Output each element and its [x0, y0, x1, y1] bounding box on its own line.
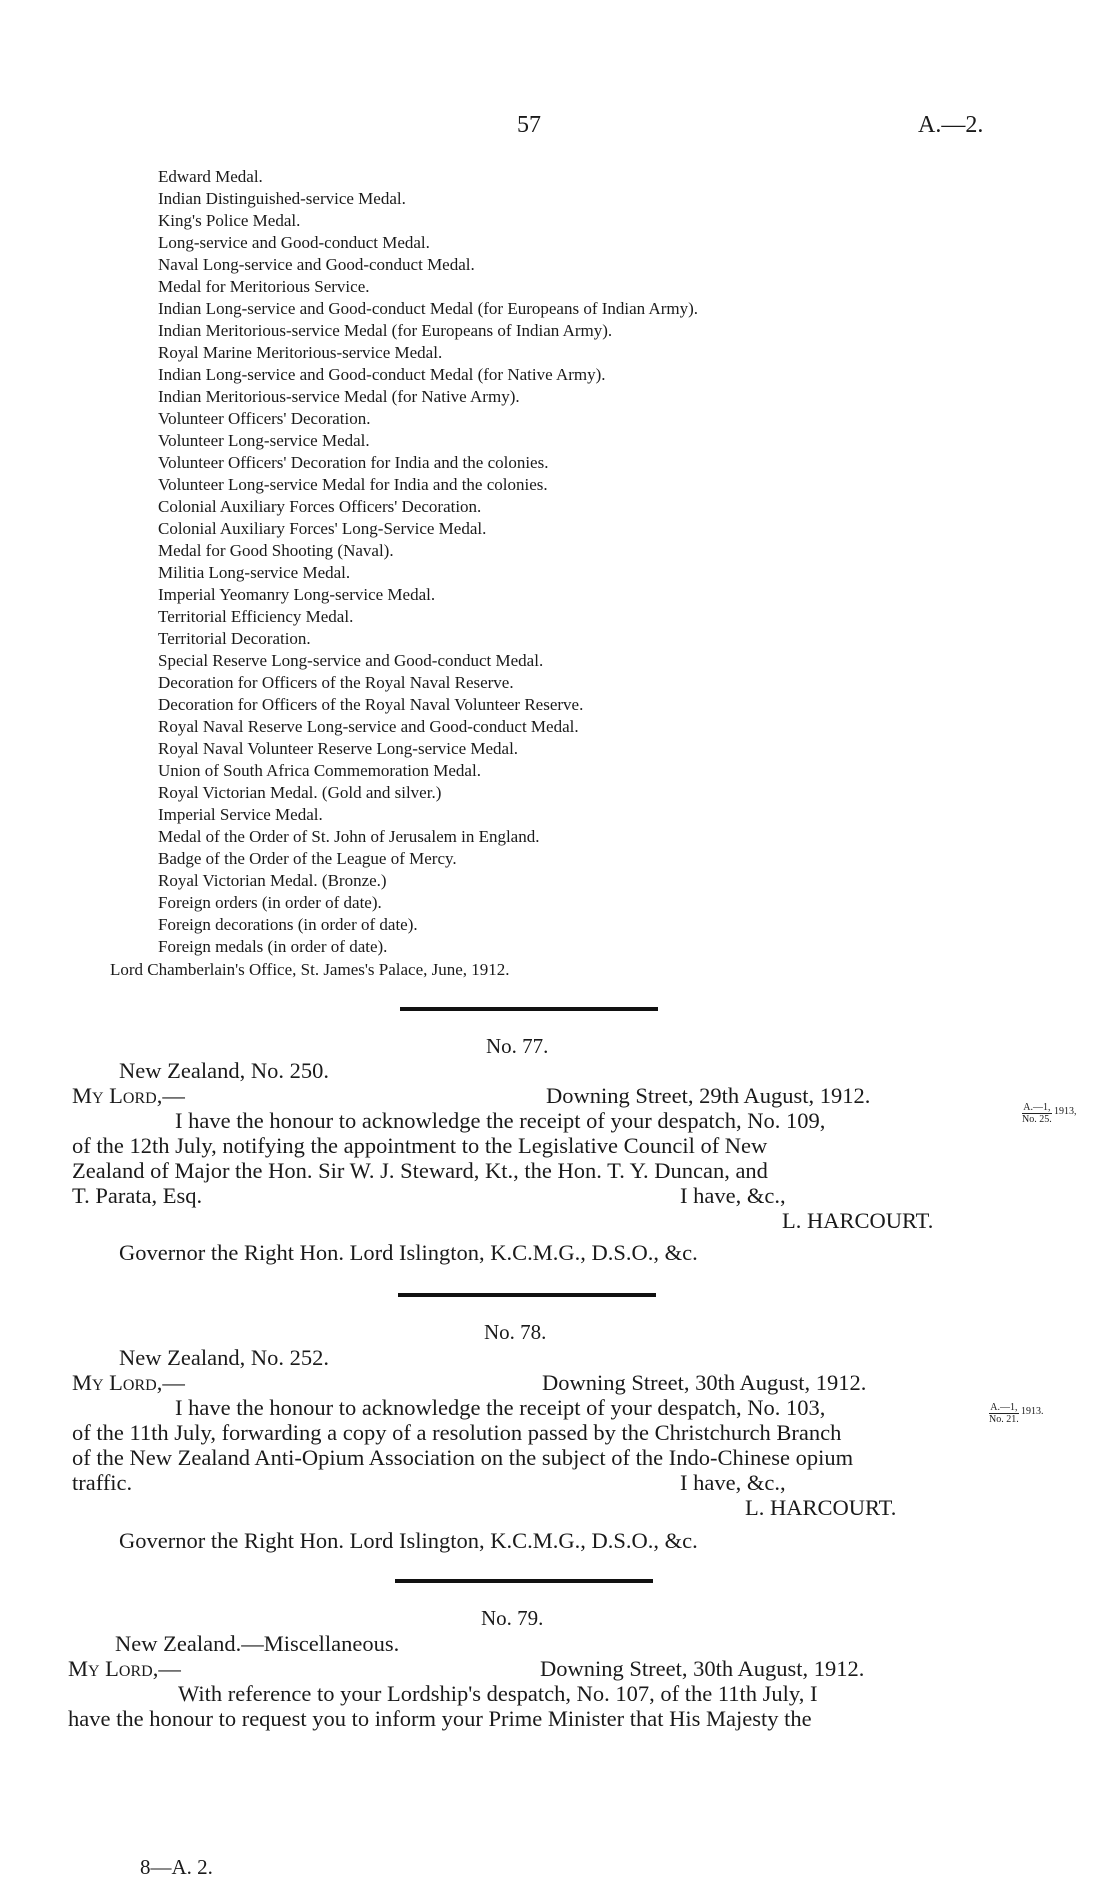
letter-address: Downing Street, 30th August, 1912.	[542, 1370, 867, 1395]
section-rule	[400, 1007, 658, 1011]
letter-number: No. 79.	[481, 1606, 544, 1630]
list-item: Medal for Meritorious Service.	[158, 277, 370, 296]
margin-reference: A.—1, No. 21.	[989, 1402, 1019, 1425]
list-item: Medal of the Order of St. John of Jerusalem in England.	[158, 827, 540, 846]
body-line: Zealand of Major the Hon. Sir W. J. Steward, Kt., the Hon. T. Y. Duncan, and	[72, 1158, 768, 1183]
list-item: Volunteer Long-service Medal for India and the colonies.	[158, 475, 548, 494]
list-item: Indian Distinguished-service Medal.	[158, 189, 406, 208]
list-item: Special Reserve Long-service and Good-conduct Medal.	[158, 651, 544, 670]
list-item: Royal Naval Volunteer Reserve Long-service Medal.	[158, 739, 519, 758]
body-line: of the New Zealand Anti-Opium Association on the subject of the Indo-Chinese opium	[72, 1445, 854, 1470]
list-item: Royal Marine Meritorious-service Medal.	[158, 343, 443, 362]
list-item: Foreign medals (in order of date).	[158, 937, 388, 956]
letter-address: Downing Street, 30th August, 1912.	[540, 1656, 865, 1681]
list-item: Volunteer Officers' Decoration.	[158, 409, 371, 428]
list-item: Territorial Efficiency Medal.	[158, 607, 354, 626]
list-item: Territorial Decoration.	[158, 629, 311, 648]
list-item: Foreign decorations (in order of date).	[158, 915, 418, 934]
signature: L. HARCOURT.	[782, 1208, 934, 1233]
list-item: Volunteer Officers' Decoration for India and the colonies.	[158, 453, 549, 472]
letter-heading: New Zealand.—Miscellaneous.	[115, 1631, 400, 1656]
salutation: My Lord,—	[68, 1656, 181, 1681]
list-item: Imperial Service Medal.	[158, 805, 323, 824]
list-item: Decoration for Officers of the Royal Naval Reserve.	[158, 673, 514, 692]
closing: I have, &c.,	[680, 1470, 786, 1495]
page-number: 57	[517, 112, 541, 138]
list-item: Colonial Auxiliary Forces Officers' Decoration.	[158, 497, 482, 516]
body-line: of the 12th July, notifying the appointment to the Legislative Council of New	[72, 1133, 768, 1158]
list-item: Indian Meritorious-service Medal (for Europeans of Indian Army).	[158, 321, 613, 340]
list-item: Colonial Auxiliary Forces' Long-Service Medal.	[158, 519, 487, 538]
medal-list	[158, 166, 698, 958]
letter-heading: New Zealand, No. 252.	[119, 1345, 329, 1370]
letter-address: Downing Street, 29th August, 1912.	[546, 1083, 871, 1108]
body-line: traffic.	[72, 1470, 133, 1495]
list-item: Union of South Africa Commemoration Medal.	[158, 761, 481, 780]
signature: L. HARCOURT.	[745, 1495, 897, 1520]
section-rule	[398, 1293, 656, 1297]
list-item: Decoration for Officers of the Royal Naval Volunteer Reserve.	[158, 695, 584, 714]
list-item: Royal Naval Reserve Long-service and Good-conduct Medal.	[158, 717, 579, 736]
list-item: Foreign orders (in order of date).	[158, 893, 382, 912]
letter-heading: New Zealand, No. 250.	[119, 1058, 329, 1083]
body-line: of the 11th July, forwarding a copy of a resolution passed by the Christchurch Branch	[72, 1420, 842, 1445]
salutation: My Lord,—	[72, 1083, 185, 1108]
body-line: T. Parata, Esq.	[72, 1183, 203, 1208]
margin-year: 1913,	[1054, 1106, 1077, 1117]
list-item: Naval Long-service and Good-conduct Medal.	[158, 255, 475, 274]
list-item: Indian Long-service and Good-conduct Medal (for Europeans of Indian Army).	[158, 299, 699, 318]
list-item: Militia Long-service Medal.	[158, 563, 351, 582]
body-line: I have the honour to acknowledge the receipt of your despatch, No. 109,	[175, 1108, 826, 1133]
margin-reference: A.—1, No. 25.	[1022, 1102, 1052, 1125]
margin-year: 1913.	[1021, 1406, 1044, 1417]
letter-number: No. 77.	[486, 1034, 549, 1058]
list-item: Long-service and Good-conduct Medal.	[158, 233, 430, 252]
closing: I have, &c.,	[680, 1183, 786, 1208]
list-item: Indian Long-service and Good-conduct Medal (for Native Army).	[158, 365, 606, 384]
signature-mark: 8—A. 2.	[140, 1855, 213, 1879]
list-item: King's Police Medal.	[158, 211, 301, 230]
body-line: have the honour to request you to inform your Prime Minister that His Majesty the	[68, 1706, 812, 1731]
list-item: Indian Meritorious-service Medal (for Native Army).	[158, 387, 520, 406]
salutation: My Lord,—	[72, 1370, 185, 1395]
list-item: Edward Medal.	[158, 167, 263, 186]
recipient: Governor the Right Hon. Lord Islington, K.C.M.G., D.S.O., &c.	[119, 1240, 698, 1265]
series-reference: A.—2.	[918, 112, 984, 138]
list-item: Royal Victorian Medal. (Gold and silver.)	[158, 783, 442, 802]
recipient: Governor the Right Hon. Lord Islington, K.C.M.G., D.S.O., &c.	[119, 1528, 698, 1553]
list-item: Medal for Good Shooting (Naval).	[158, 541, 394, 560]
list-item: Imperial Yeomanry Long-service Medal.	[158, 585, 436, 604]
body-line: With reference to your Lordship's despatch, No. 107, of the 11th July, I	[178, 1681, 818, 1706]
list-item: Royal Victorian Medal. (Bronze.)	[158, 871, 387, 890]
body-line: I have the honour to acknowledge the receipt of your despatch, No. 103,	[175, 1395, 826, 1420]
letter-number: No. 78.	[484, 1320, 547, 1344]
list-item: Badge of the Order of the League of Mercy.	[158, 849, 457, 868]
list-item: Volunteer Long-service Medal.	[158, 431, 370, 450]
office-line: Lord Chamberlain's Office, St. James's Palace, June, 1912.	[110, 960, 510, 979]
section-rule	[395, 1579, 653, 1583]
